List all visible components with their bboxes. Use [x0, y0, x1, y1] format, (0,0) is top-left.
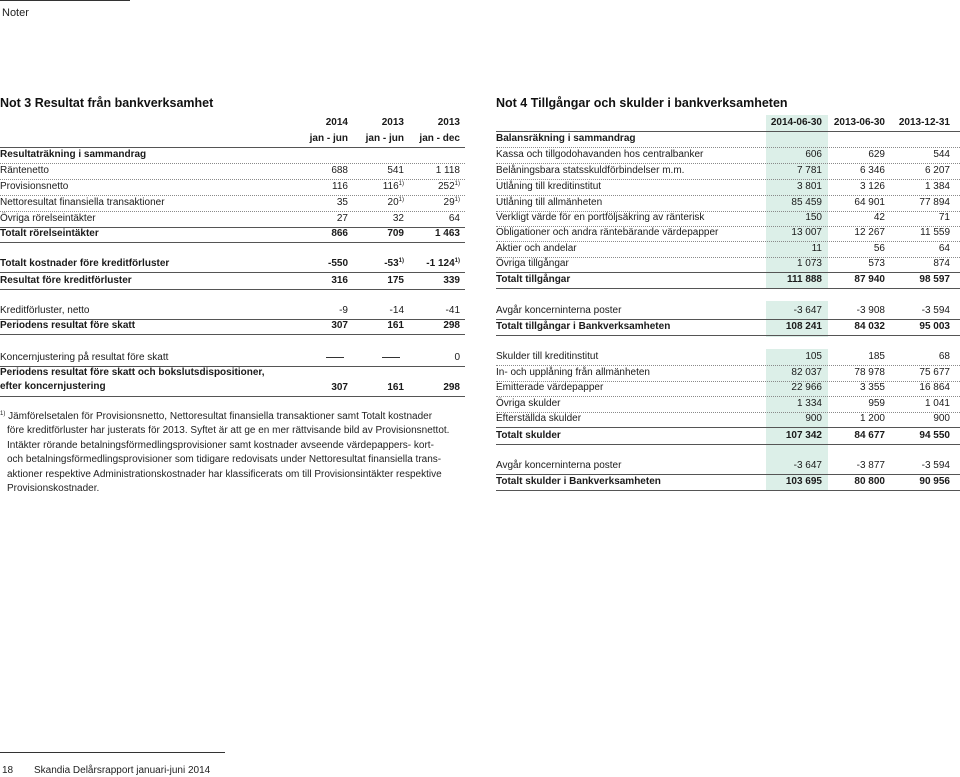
page-number: 18 [2, 765, 14, 776]
note3-period-header [0, 131, 465, 148]
total-row: Totalt tillgångar i Bankverksamheten 108 241 84 032 95 003 [496, 319, 960, 336]
table-row: Skulder till kreditinstitut 105 185 68 [496, 349, 960, 366]
table-row: Avgår koncerninterna poster -3 647 -3 877 -3 594 [496, 458, 960, 475]
note3-footnote: $^{1)}$ Jämförelsetalen för Provisionsnetto, Nettoresultat finansiella transaktioner samt Totalt kostnader före kreditförluster har justerats för 2013. Syftet är att ge en mer rättvisande bild av Provisionsnettot. Intäkter rörande betalningsförmedlingsprovisioner samt kostnader avseende värdepappers- kort- och betalningsförmedlingsprovisioner som tidigare redovisats under Nettoresultat finansiella trans- aktioner respektive Administrationskostnader har klassificerats om till Provisionsintäkter respektive Provisionskostnader. [0, 411, 450, 495]
footer-text: Skandia Delårsrapport januari-juni 2014 [34, 765, 211, 776]
table-row: Efterställda skulder 900 1 200 900 [496, 411, 960, 428]
table-row: Belåningsbara statsskuldförbindelser m.m. 7 781 6 346 6 207 [496, 163, 960, 180]
col-year: 2013 [437, 117, 460, 128]
table-row: Avgår koncerninterna poster -3 647 -3 908 -3 594 [496, 303, 960, 320]
table-row: Övriga tillgångar 1 073 573 874 [496, 256, 960, 273]
col-period: jan - jun [309, 133, 348, 144]
table-row: Obligationer och andra räntebärande värdepapper 13 007 12 267 11 559 [496, 225, 960, 242]
table-row: Koncernjustering på resultat före skatt 0 [0, 350, 465, 367]
note4-title: Not 4 Tillgångar och skulder i bankverksamheten [496, 96, 788, 110]
table-row: Verkligt värde för en portföljsäkring av ränterisk 150 42 71 [496, 210, 960, 227]
note4-section-label: Balansräkning i sammandrag [496, 131, 960, 148]
table-row: Kreditförluster, netto -9 -14 -41 [0, 303, 465, 320]
col-period: jan - dec [419, 133, 460, 144]
note3-title: Not 3 Resultat från bankverksamhet [0, 96, 214, 110]
footnote-marker: 1) [0, 411, 6, 417]
total-row: Totalt skulder 107 342 84 677 94 550 [496, 428, 960, 445]
table-row: Aktier och andelar 11 56 64 [496, 241, 960, 258]
total-row: Totalt tillgångar 111 888 87 940 98 597 [496, 272, 960, 289]
table-row: Emitterade värdepapper 22 966 3 355 16 864 [496, 380, 960, 397]
total-row: Periodens resultat före skatt och bokslutsdispositioner, efter koncernjustering 307 161 298 [0, 366, 465, 397]
total-row: Resultat före kreditförluster 316 175 339 [0, 273, 465, 290]
table-row: Kassa och tillgodohavanden hos centralbanker 606 629 544 [496, 147, 960, 164]
total-row: Periodens resultat före skatt 307 161 298 [0, 318, 465, 335]
table-row: Utlåning till kreditinstitut 3 801 3 126 1 384 [496, 179, 960, 196]
header-rule [0, 0, 130, 1]
table-row: Nettoresultat finansiella transaktioner 35 20$^{1)}$ 29$^{1)}$ [0, 195, 465, 212]
table-row: In- och upplåning från allmänheten 82 037 78 978 75 677 [496, 365, 960, 382]
table-row: Övriga skulder 1 334 959 1 041 [496, 396, 960, 413]
table-row: Räntenetto 688 541 1 118 [0, 163, 465, 180]
table-row: Provisionsnetto 116 116$^{1)}$ 252$^{1)}$ [0, 179, 465, 196]
table-row: Utlåning till allmänheten 85 459 64 901 77 894 [496, 195, 960, 212]
note3-section-label: Resultaträkning i sammandrag [0, 147, 465, 164]
total-row: Totalt skulder i Bankverksamheten 103 695 80 800 90 956 [496, 474, 960, 491]
table-row: Övriga rörelseintäkter 27 32 64 [0, 211, 465, 228]
total-row: Totalt rörelseintäkter 866 709 1 463 [0, 226, 465, 243]
note4-col-header: 2014-06-30 2013-06-30 2013-12-31 [496, 115, 960, 132]
col-year: 2014 [325, 117, 348, 128]
note3-year-header [0, 115, 465, 131]
total-row: Totalt kostnader före kreditförluster -550 -53$^{1)}$ -1 124$^{1)}$ [0, 256, 465, 273]
footer-rule [0, 752, 225, 753]
col-period: jan - jun [365, 133, 404, 144]
col-year: 2013 [381, 117, 404, 128]
page-header-label: Noter [2, 7, 29, 19]
